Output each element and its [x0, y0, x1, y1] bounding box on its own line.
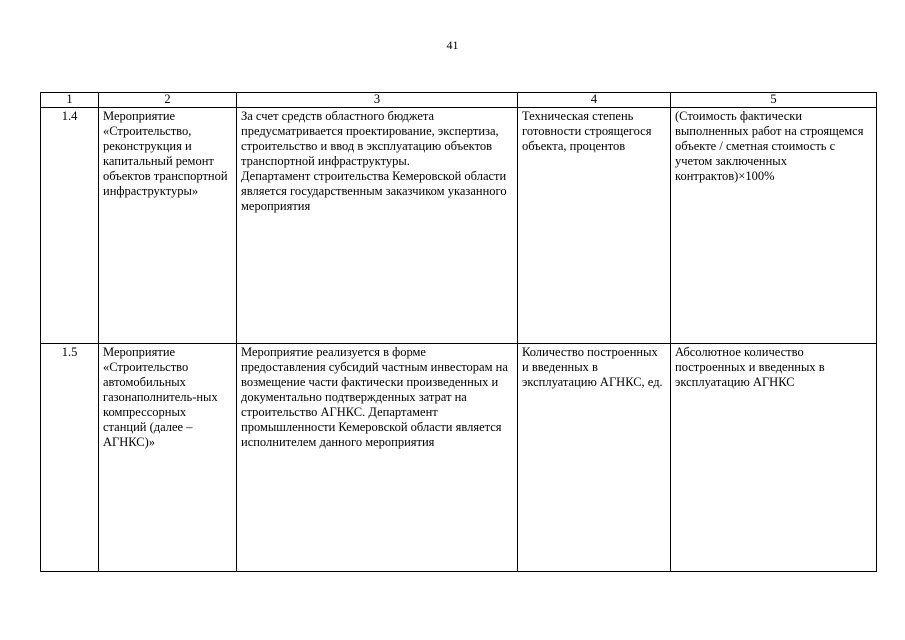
indicator-formula: (Стоимость фактически выполненных работ на строящемся объекте / сметная стоимость с учетом заключенных контрактов)×100%: [671, 108, 877, 344]
column-header: 2: [99, 93, 237, 108]
indicator-formula: Абсолютное количество построенных и введенных в эксплуатацию АГНКС: [671, 344, 877, 572]
column-header: 4: [518, 93, 671, 108]
table-row: [41, 108, 877, 344]
table-row: [41, 344, 877, 572]
measures-table: [40, 92, 877, 572]
indicator-name: Количество построенных и введенных в эксплуатацию АГНКС, ед.: [518, 344, 671, 572]
row-number: 1.4: [41, 108, 99, 344]
table-header-row: [41, 93, 877, 108]
description-paragraph: Департамент строительства Кемеровской области является государственным заказчиком указанного мероприятия: [241, 169, 507, 213]
indicator-name: Техническая степень готовности строящегося объекта, процентов: [518, 108, 671, 344]
event-name: Мероприятие «Строительство автомобильных газонаполнитель-ных компрессорных станций (далее – АГНКС)»: [99, 344, 237, 572]
column-header: 5: [671, 93, 877, 108]
column-header: 3: [237, 93, 518, 108]
event-name: Мероприятие «Строительство, реконструкция и капитальный ремонт объектов транспортной инфраструктуры»: [99, 108, 237, 344]
column-header: 1: [41, 93, 99, 108]
row-number: 1.5: [41, 344, 99, 572]
page-number: 41: [446, 38, 459, 52]
event-description: [237, 108, 518, 344]
description-paragraph: За счет средств областного бюджета предусматривается проектирование, экспертиза, строительство и ввод в эксплуатацию объектов транспортной инфраструктуры.: [241, 109, 499, 168]
description-paragraph: Мероприятие реализуется в форме предоставления субсидий частным инвесторам на возмещение части фактически произведенных и документально подтвержденных затрат на строительство АГНКС. Департамент промышленности Кемеровской области является исполнителем данного мероприятия: [241, 345, 508, 449]
event-description: [237, 344, 518, 572]
